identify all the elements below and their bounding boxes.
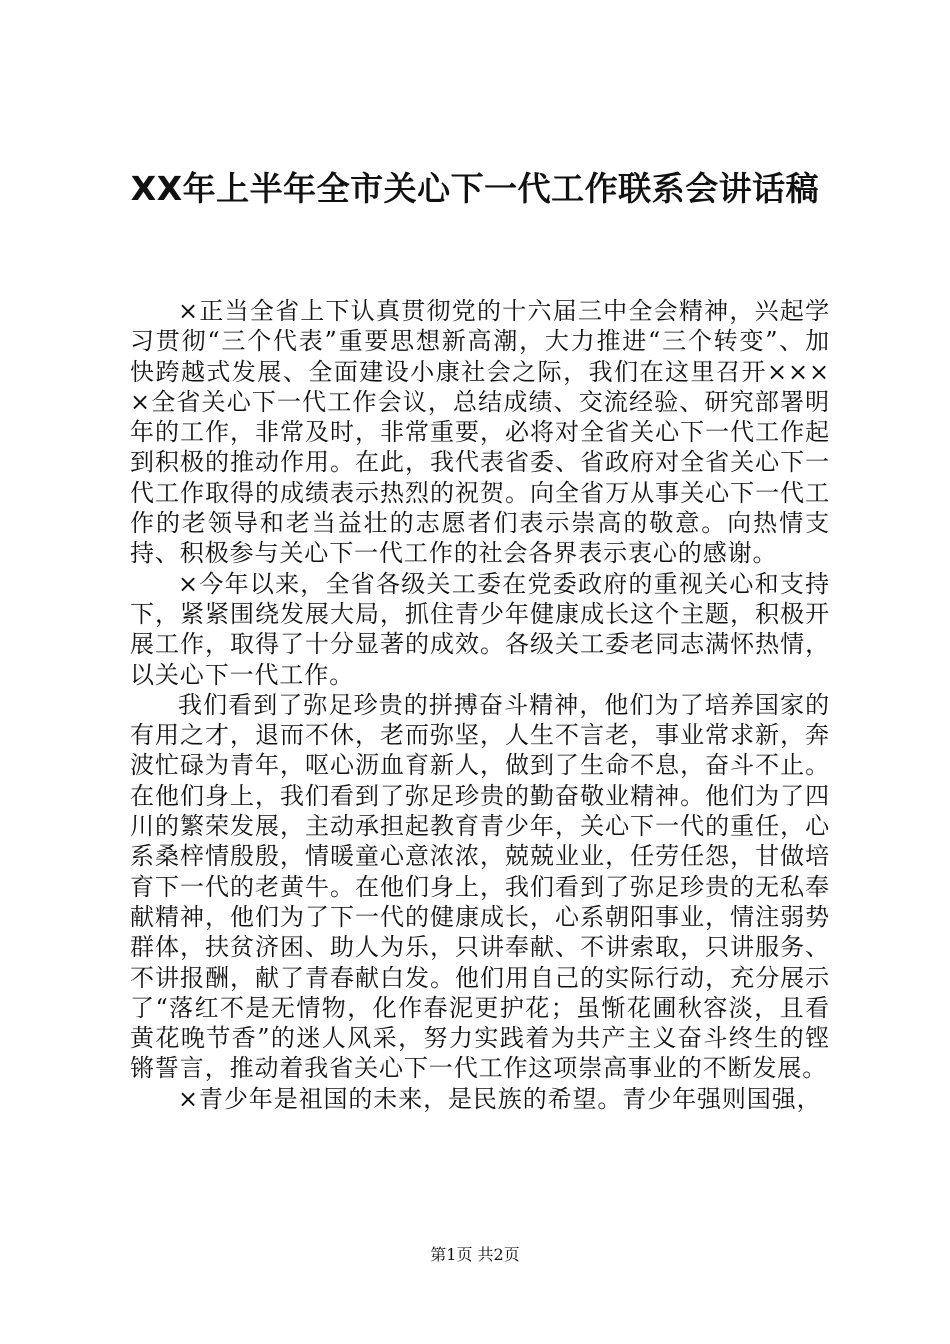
paragraph-1: ×正当全省上下认真贯彻党的十六届三中全会精神，兴起学习贯彻“三个代表”重要思想新高潮，大力推进“三个转变”、加快跨越式发展、全面建设小康社会之际，我们在这里召开××××全省关心下一代工作会议，总结成绩、交流经验、研究部署明年的工作，非常及时，非常重要，必将对全省关心下一代工作起到积极的推动作用。在此，我代表省委、省政府对全省关心下一代工作取得的成绩表示热烈的祝贺。向全省万从事关心下一代工作的老领导和老当益壮的志愿者们表示崇高的敬意。向热情支持、积极参与关心下一代工作的社会各界表示衷心的感谢。	[130, 297, 830, 568]
paragraph-3: 我们看到了弥足珍贵的拼搏奋斗精神，他们为了培养国家的有用之才，退而不休，老而弥坚，人生不言老，事业常求新，奔波忙碌为青年，呕心沥血育新人，做到了生命不息，奋斗不止。在他们身上，我们看到了弥足珍贵的勤奋敬业精神。他们为了四川的繁荣发展，主动承担起教育青少年，关心下一代的重任，心系桑梓情殷殷，情暖童心意浓浓，兢兢业业，任劳任怨，甘做培育下一代的老黄牛。在他们身上，我们看到了弥足珍贵的无私奉献精神，他们为了下一代的健康成长，心系朝阳事业，情注弱势群体，扶贫济困、助人为乐，只讲奉献、不讲索取，只讲服务、不讲报酬，献了青春献白发。他们用自己的实际行动，充分展示了“落红不是无情物，化作春泥更护花；虽惭花圃秋容淡，且看黄花晚节香”的迷人风采，努力实践着为共产主义奋斗终生的铿锵誓言，推动着我省关心下一代工作这项崇高事业的不断发展。	[130, 690, 830, 1083]
paragraph-4: ×青少年是祖国的未来，是民族的希望。青少年强则国强，	[178, 1084, 822, 1113]
paragraph-2: ×今年以来，全省各级关工委在党委政府的重视关心和支持下，紧紧围绕发展大局，抓住青少年健康成长这个主题，积极开展工作，取得了十分显著的成效。各级关工委老同志满怀热情，以关心下一代工作。	[130, 569, 830, 689]
document-body	[130, 296, 830, 1114]
page-number-footer: 第1页 共2页	[430, 1245, 520, 1264]
document-title: XX年上半年全市关心下一代工作联系会讲话稿	[130, 169, 820, 208]
